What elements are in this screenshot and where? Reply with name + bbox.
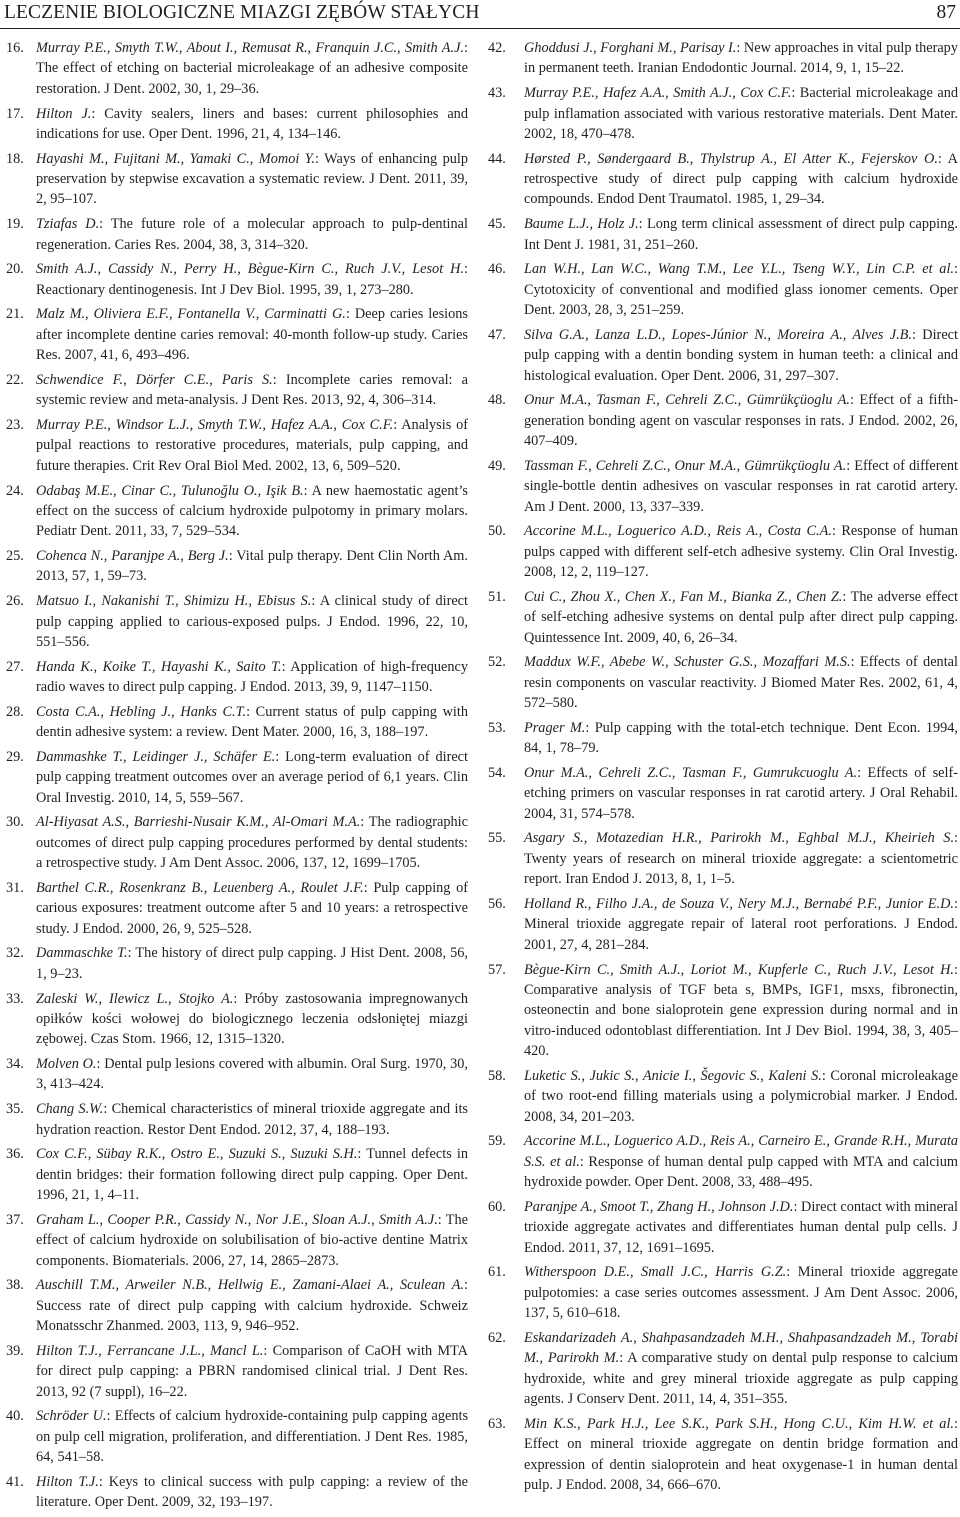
- reference-number: 22.: [6, 371, 24, 388]
- reference-text: : Coronal microleakage of two root-end filling materials using a polymicrobial marker. J Endod. 2008, 34, 201–203.: [524, 1067, 959, 1125]
- reference-text: : Long term clinical assessment of direct pulp capping. Int Dent J. 1981, 31, 251–260.: [524, 216, 958, 253]
- reference-text: : Mineral trioxide aggregate repair of lateral root perforations. J Endod. 2001, 27, 4, 281–284.: [524, 896, 958, 953]
- reference-item: [6, 415, 468, 476]
- reference-item: [6, 370, 468, 411]
- reference-authors: Schwendice F., Dörfer C.E., Paris S.: [36, 371, 273, 388]
- reference-number: 19.: [6, 216, 24, 233]
- reference-item: [6, 657, 468, 698]
- reference-number: 58.: [488, 1067, 506, 1084]
- reference-text: : Application of high-frequency radio waves to direct pulp capping. J Endod. 2013, 39, 9, 1147–1150.: [36, 658, 468, 696]
- reference-text: : A new haemostatic agent’s effect on the success of calcium hydroxide pulpotomy in primary molars. Pediatr Dent. 2011, 33, 7, 529–534.: [36, 482, 468, 540]
- reference-number: 57.: [488, 961, 506, 978]
- reference-authors: Min K.S., Park H.J., Lee S.K., Park S.H., Hong C.U., Kim H.W. et al.: [524, 1415, 955, 1432]
- reference-item: [6, 812, 468, 873]
- reference-number: 61.: [488, 1264, 506, 1281]
- reference-item: [6, 1472, 468, 1513]
- reference-item: [488, 1262, 958, 1323]
- reference-number: 23.: [6, 416, 24, 433]
- reference-number: 44.: [488, 150, 506, 167]
- reference-item: [488, 960, 958, 1062]
- reference-item: [6, 259, 468, 300]
- reference-text: : The effect of etching on bacterial microleakage of an adhesive composite restoration. J Dent. 2002, 30, 1, 29–36.: [36, 40, 468, 97]
- reference-text: : The history of direct pulp capping. J Hist Dent. 2008, 56, 1, 9–23.: [36, 945, 469, 982]
- reference-number: 35.: [6, 1101, 24, 1118]
- reference-number: 63.: [488, 1415, 506, 1432]
- reference-authors: Malz M., Oliviera E.F., Fontanella V., Carminatti G.: [36, 306, 346, 323]
- reference-item: [6, 1144, 468, 1205]
- reference-authors: Silva G.A., Lanza L.D., Lopes-Júnior N., Moreira A., Alves J.B.: [524, 326, 912, 343]
- reference-number: 33.: [6, 990, 24, 1007]
- reference-number: 48.: [488, 392, 506, 409]
- reference-number: 53.: [488, 719, 506, 736]
- reference-text: : Reactionary dentinogenesis. Int J Dev Biol. 1995, 39, 1, 273–280.: [36, 261, 468, 298]
- reference-text: : Long-term evaluation of direct pulp capping treatment outcomes over an average period of 6,1 years. Clin Oral Investig. 2010, 14, 5, 559–567.: [36, 748, 468, 806]
- reference-authors: Dammashke T., Leidinger J., Schäfer E.: [36, 748, 276, 765]
- reference-authors: Al-Hiyasat A.S., Barrieshi-Nusair K.M., Al-Omari M.A.: [36, 814, 361, 831]
- reference-text: : Effects of self-etching primers on vascular responses in rat carotid artery. J Oral Rehabil. 2004, 31, 574–578.: [524, 764, 958, 822]
- reference-number: 47.: [488, 326, 506, 343]
- reference-item: [488, 456, 958, 517]
- reference-number: 39.: [6, 1342, 24, 1359]
- reference-text: : Cavity sealers, liners and bases: current philosophies and indications for use. Oper Dent. 1996, 21, 4, 134–146.: [36, 105, 468, 142]
- reference-item: [488, 587, 958, 648]
- reference-number: 52.: [488, 654, 506, 671]
- reference-number: 41.: [6, 1473, 24, 1490]
- reference-authors: Matsuo I., Nakanishi T., Shimizu H., Ebisus S.: [36, 593, 312, 610]
- reference-number: 45.: [488, 216, 506, 233]
- reference-number: 16.: [6, 40, 24, 56]
- reference-text: : Vital pulp therapy. Dent Clin North Am. 2013, 57, 1, 59–73.: [36, 548, 469, 585]
- reference-authors: Tassman F., Cehreli Z.C., Onur M.A., Gümrükçüoglu A.: [524, 457, 847, 474]
- reference-number: 56.: [488, 896, 506, 912]
- reference-item: [6, 702, 468, 743]
- reference-number: 60.: [488, 1198, 506, 1215]
- reference-text: : Deep caries lesions after incomplete dentine caries removal: 40-month follow-up study. Caries Res. 2007, 41, 6, 493–496.: [36, 306, 468, 364]
- reference-authors: Zaleski W., Ilewicz L., Stojko A.: [36, 990, 234, 1007]
- reference-text: : Direct pulp capping with a dentin bonding system in human teeth: a clinical and histological evaluation. Oper Dent. 2006, 31, 297–307.: [524, 326, 958, 384]
- reference-authors: Murray P.E., Windsor L.J., Smyth T.W., Hafez A.A., Cox C.F.: [36, 416, 394, 433]
- reference-text: : New approaches in vital pulp therapy in permanent teeth. Iranian Endodontic Journal. 2014, 9, 1, 15–22.: [524, 40, 958, 77]
- reference-number: 50.: [488, 523, 506, 540]
- reference-text: : Chemical characteristics of mineral trioxide aggregate and its hydration reaction. Restor Dent Endod. 2012, 37, 4, 188–193.: [36, 1101, 468, 1138]
- reference-number: 34.: [6, 1056, 24, 1073]
- reference-item: [488, 325, 958, 386]
- reference-text: : Dental pulp lesions covered with albumin. Oral Surg. 1970, 30, 3, 413–424.: [36, 1056, 468, 1093]
- reference-number: 36.: [6, 1146, 24, 1163]
- reference-number: 26.: [6, 593, 24, 610]
- reference-authors: Accorine M.L., Loguerico A.D., Reis A., Carneiro E., Grande R.H., Murata S.S. et al.: [524, 1133, 958, 1170]
- reference-item: [488, 1414, 958, 1496]
- reference-number: 38.: [6, 1277, 24, 1294]
- running-header: [0, 0, 960, 30]
- reference-item: [488, 521, 958, 582]
- reference-authors: Witherspoon D.E., Small J.C., Harris G.Z.: [524, 1264, 787, 1281]
- reference-number: 43.: [488, 85, 506, 102]
- reference-authors: Asgary S., Motazedian H.R., Parirokh M., Eghbal M.J., Kheirieh S.: [524, 830, 955, 847]
- running-title: LECZENIE BIOLOGICZNE MIAZGI ZĘBÓW STAŁYCH: [4, 2, 480, 23]
- reference-item: [6, 104, 468, 145]
- reference-text: : A comparative study on dental pulp response to calcium hydroxide, white and grey mineral trioxide aggregate as pulp capping agents. J Conserv Dent. 2011, 14, 4, 351–355.: [524, 1350, 958, 1408]
- reference-authors: Onur M.A., Cehreli Z.C., Tasman F., Gumrukcuoglu A.: [524, 764, 858, 781]
- reference-number: 28.: [6, 703, 24, 720]
- reference-number: 25.: [6, 548, 24, 565]
- reference-authors: Baume L.J., Holz J.: [524, 216, 639, 233]
- reference-number: 20.: [6, 261, 24, 278]
- reference-text: : The effect of calcium hydroxide on solubilisation of bio-active dentine Matrix components. Biomaterials. 2006, 27, 14, 2865–2873.: [36, 1211, 469, 1269]
- reference-authors: Hilton T.J., Ferrancane J.L., Mancl L.: [36, 1342, 264, 1359]
- reference-authors: Hilton T.J.: [36, 1473, 99, 1490]
- reference-item: [488, 1066, 958, 1127]
- reference-number: 17.: [6, 105, 24, 122]
- reference-authors: Accorine M.L., Loguerico A.D., Reis A., Costa C.A.: [524, 523, 832, 540]
- reference-item: [488, 652, 958, 713]
- reference-item: [6, 38, 468, 99]
- reference-authors: Murray P.E., Hafez A.A., Smith A.J., Cox C.F.: [524, 85, 792, 102]
- reference-authors: Bègue-Kirn C., Smith A.J., Loriot M., Kupferle C., Ruch J.V., Lesot H.: [524, 961, 955, 978]
- reference-text: : The adverse effect of self-etching adhesive systems on dental pulp after direct pulp capping. Quintessence Int. 2009, 40, 6, 26–34.: [524, 588, 958, 646]
- reference-authors: Hilton J.: [36, 105, 92, 122]
- reference-authors: Hørsted P., Søndergaard B., Thylstrup A., El Atter K., Fejerskov O.: [524, 150, 938, 167]
- reference-number: 59.: [488, 1133, 506, 1150]
- reference-item: [6, 1341, 468, 1402]
- reference-item: [6, 747, 468, 808]
- reference-text: : Incomplete caries removal: a systemic review and meta-analysis. J Dent Res. 2013, 92, 4, 306–314.: [36, 371, 468, 409]
- reference-item: [6, 304, 468, 365]
- reference-text: : Comparison of CaOH with MTA for direct pulp capping: a PBRN randomised clinical trial. J Dent Res. 2013, 92 (7 suppl), 16–22.: [36, 1342, 468, 1400]
- reference-item: [488, 83, 958, 144]
- reference-number: 49.: [488, 457, 506, 474]
- reference-authors: Handa K., Koike T., Hayashi K., Saito T.: [36, 658, 282, 675]
- reference-item: [488, 718, 958, 759]
- reference-item: [6, 149, 468, 210]
- reference-item: [6, 214, 468, 255]
- reference-item: [6, 481, 468, 542]
- reference-text: : Effects of dental resin components on vascular reactivity. J Biomed Mater Res. 2002, 61, 4, 572–580.: [524, 654, 958, 712]
- reference-number: 24.: [6, 482, 24, 499]
- reference-item: [488, 828, 958, 889]
- reference-text: : Keys to clinical success with pulp capping: a review of the literature. Oper Dent. 2009, 32, 193–197.: [36, 1473, 468, 1511]
- reference-number: 40.: [6, 1408, 24, 1425]
- reference-text: : A clinical study of direct pulp capping applied to carious-exposed pulps. J Endod. 1996, 22, 10, 551–556.: [36, 593, 468, 650]
- reference-authors: Molven O.: [36, 1056, 97, 1073]
- reference-text: : Current status of pulp capping with dentin adhesive system: a review. Dent Mater. 2000, 16, 3, 188–197.: [36, 703, 468, 741]
- reference-item: [488, 390, 958, 451]
- reference-item: [488, 894, 958, 955]
- reference-number: 27.: [6, 658, 24, 675]
- reference-text: : Cytotoxicity of conventional and modified glass ionomer cements. Oper Dent. 2003, 28, 3, 251–259.: [524, 261, 958, 319]
- reference-item: [6, 878, 468, 939]
- reference-authors: Cox C.F., Sübay R.K., Ostro E., Suzuki S., Suzuki S.H.: [36, 1146, 358, 1163]
- reference-item: [6, 1406, 468, 1467]
- reference-authors: Schröder U.: [36, 1408, 107, 1425]
- reference-text: : The future role of a molecular approach to pulp-dentinal regeneration. Caries Res. 2004, 38, 3, 314–320.: [36, 216, 468, 253]
- reference-authors: Graham L., Cooper P.R., Cassidy N., Nor J.E., Sloan A.J., Smith A.J.: [36, 1211, 438, 1228]
- reference-text: : Success rate of direct pulp capping with calcium hydroxide. Schweiz Monatsschr Zhanmed. 2003, 113, 9, 946–952.: [36, 1277, 468, 1335]
- reference-item: [6, 1054, 468, 1095]
- reference-text: : Pulp capping with the total-etch technique. Dent Econ. 1994, 84, 1, 78–79.: [524, 719, 959, 757]
- reference-authors: Lan W.H., Lan W.C., Wang T.M., Lee Y.L., Tseng W.Y., Lin C.P. et al.: [524, 261, 955, 278]
- reference-text: : Response of human pulps capped with different self-etch adhesive systemy. Clin Oral Investig. 2008, 12, 2, 119–127.: [524, 523, 958, 581]
- reference-item: [6, 989, 468, 1050]
- reference-authors: Onur M.A., Tasman F., Cehreli Z.C., Gümrükçüoglu A.: [524, 392, 850, 409]
- reference-item: [6, 591, 468, 652]
- reference-item: [6, 1275, 468, 1336]
- reference-authors: Odabaş M.E., Cinar C., Tulunoğlu O., Işik B.: [36, 482, 304, 499]
- reference-item: [6, 1099, 468, 1140]
- reference-item: [6, 943, 468, 984]
- reference-item: [488, 259, 958, 320]
- reference-authors: Costa C.A., Hebling J., Hanks C.T.: [36, 703, 247, 720]
- reference-number: 32.: [6, 945, 24, 962]
- reference-text: : Tunnel defects in dentin bridges: their formation following direct pulp capping. Oper Dent. 1996, 21, 1, 4–11.: [36, 1146, 468, 1204]
- reference-authors: Prager M.: [524, 719, 586, 736]
- reference-number: 55.: [488, 830, 506, 847]
- reference-text: : Direct contact with mineral trioxide aggregate activates and differentiates human dental pulp cells. J Endod. 2011, 37, 12, 1691–1695.: [524, 1198, 958, 1256]
- reference-authors: Hayashi M., Fujitani M., Yamaki C., Momoi Y.: [36, 150, 315, 167]
- reference-item: [6, 546, 468, 587]
- reference-authors: Smith A.J., Cassidy N., Perry H., Bègue-Kirn C., Ruch J.V., Lesot H.: [36, 261, 465, 278]
- reference-item: [488, 38, 958, 79]
- reference-number: 51.: [488, 588, 506, 605]
- reference-number: 31.: [6, 879, 24, 896]
- reference-authors: Dammaschke T.: [36, 945, 128, 962]
- reference-authors: Ghoddusi J., Forghani M., Parisay I.: [524, 40, 737, 56]
- reference-text: : Effect of different single-bottle dentin adhesives on vascular responses in rat carotid artery. Am J Dent. 2000, 13, 337–339.: [524, 457, 958, 515]
- reference-column-right: [488, 38, 958, 1500]
- reference-text: : Próby zastosowania impregnowanych opiłków kości wołowej do biologicznego leczenia odsłoniętej miazgi zębowej. Czas Stom. 1966, 12, 1315–1320.: [36, 990, 468, 1048]
- reference-number: 30.: [6, 814, 24, 831]
- page-number: 87: [936, 2, 956, 23]
- reference-number: 42.: [488, 40, 506, 56]
- header-rule: [0, 28, 960, 29]
- reference-authors: Tziafas D.: [36, 216, 100, 233]
- reference-text: : Effect of a fifth-generation bonding agent on vascular responses in rats. J Endod. 2002, 26, 407–409.: [524, 392, 959, 450]
- reference-authors: Chang S.W.: [36, 1101, 104, 1118]
- reference-authors: Cohenca N., Paranjpe A., Berg J.: [36, 548, 229, 565]
- reference-item: [488, 1197, 958, 1258]
- reference-item: [488, 149, 958, 210]
- reference-authors: Cui C., Zhou X., Chen X., Fan M., Bianka Z., Chen Z.: [524, 588, 843, 605]
- reference-text: : Pulp capping of carious exposures: treatment outcome after 5 and 10 years: a retrospective study. J Endod. 2000, 26, 9, 525–528.: [36, 879, 468, 937]
- reference-authors: Luketic S., Jukic S., Anicie I., Šegovic S., Kaleni S.: [524, 1067, 822, 1084]
- reference-number: 37.: [6, 1211, 24, 1228]
- reference-authors: Murray P.E., Smyth T.W., About I., Remusat R., Franquin J.C., Smith A.J.: [36, 40, 465, 56]
- reference-authors: Paranjpe A., Smoot T., Zhang H., Johnson J.D.: [524, 1198, 794, 1215]
- reference-item: [488, 214, 958, 255]
- reference-number: 62.: [488, 1329, 506, 1346]
- reference-text: : Bacterial microleakage and pulp inflamation associated with various restorative materials. Dent Mater. 2002, 18, 470–478.: [524, 85, 958, 142]
- reference-number: 21.: [6, 306, 24, 323]
- reference-authors: Holland R., Filho J.A., de Souza V., Nery M.J., Bernabé P.F., Junior E.D.: [524, 896, 955, 912]
- reference-text: : Response of human dental pulp capped with MTA and calcium hydroxide powder. Oper Dent. 2008, 33, 488–495.: [524, 1153, 958, 1191]
- reference-item: [488, 1131, 958, 1192]
- reference-text: : Analysis of pulpal reactions to restorative procedures, materials, pulp capping, and future therapies. Crit Rev Oral Biol Med. 2002, 13, 6, 509–520.: [36, 416, 469, 474]
- reference-authors: Maddux W.F., Abebe W., Schuster G.S., Mozaffari M.S.: [524, 654, 851, 671]
- reference-text: : Ways of enhancing pulp preservation by stepwise excavation a systematic review. J Dent. 2011, 39, 2, 95–107.: [36, 150, 468, 208]
- reference-item: [488, 763, 958, 824]
- reference-number: 46.: [488, 261, 506, 278]
- reference-authors: Eskandarizadeh A., Shahpasandzadeh M.H., Shahpasandzadeh M., Torabi M., Parirokh M.: [524, 1329, 958, 1367]
- reference-authors: Auschill T.M., Arweiler N.B., Hellwig E., Zamani-Alaei A., Sculean A.: [36, 1277, 465, 1294]
- reference-text: : Effect on mineral trioxide aggregate on dentin bridge formation and expression of dentin sialoprotein and heat oxygenase-1 in human dental pulp. J Endod. 2008, 34, 666–670.: [524, 1415, 958, 1494]
- reference-text: : Twenty years of research on mineral trioxide aggregate: a scientometric report. Iran Endod J. 2013, 8, 1, 1–5.: [524, 830, 958, 888]
- reference-text: : Effects of calcium hydroxide-containing pulp capping agents on pulp cell migration, proliferation, and differentiation. J Dent Res. 1985, 64, 541–58.: [36, 1408, 469, 1466]
- reference-item: [6, 1210, 468, 1271]
- reference-text: : Comparative analysis of TGF beta s, BMPs, IGF1, msxs, fibronectin, osteonectin and bone sialoprotein gene expression during normal and in vitro-induced odontoblast differentiation. Int J Dev Biol. 1994, 38, 3, 405–420.: [524, 961, 958, 1060]
- reference-text: : The radiographic outcomes of direct pulp capping procedures performed by dental students: a retrospective study. J Am Dent Assoc. 2006, 137, 12, 1699–1705.: [36, 814, 468, 872]
- reference-column-left: [6, 38, 468, 1517]
- reference-text: : A retrospective study of direct pulp capping with calcium hydroxide compounds. Endod Dent Traumatol. 1985, 1, 29–34.: [524, 150, 958, 208]
- reference-number: 18.: [6, 150, 24, 167]
- reference-number: 54.: [488, 764, 506, 781]
- reference-number: 29.: [6, 748, 24, 765]
- reference-text: : Mineral trioxide aggregate pulpotomies: a case series outcomes assessment. J Am Dent Assoc. 2006, 137, 5, 610–618.: [524, 1264, 959, 1322]
- reference-authors: Barthel C.R., Rosenkranz B., Leuenberg A., Roulet J.F.: [36, 879, 364, 896]
- reference-item: [488, 1328, 958, 1410]
